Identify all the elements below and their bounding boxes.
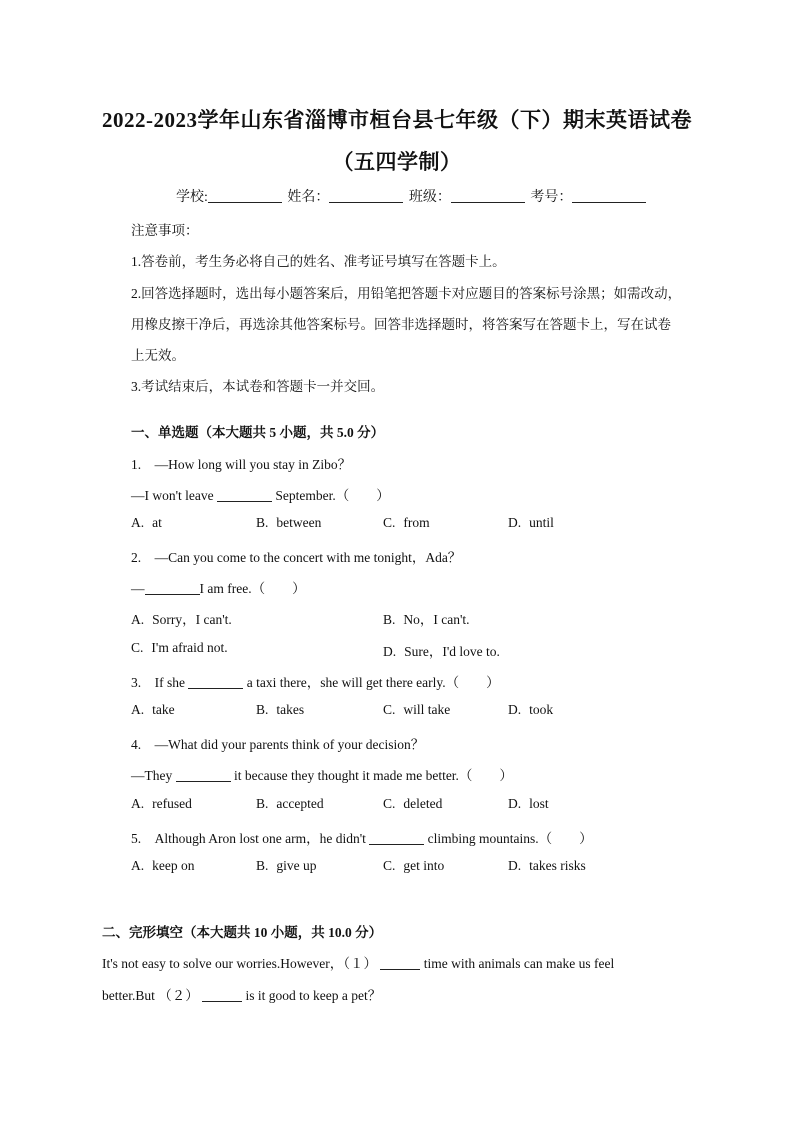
- q2-option-c[interactable]: [131, 640, 228, 656]
- q4-option-a-text: refused: [152, 796, 192, 811]
- q1-option-b-letter: B.: [256, 515, 269, 530]
- q2-option-d-letter: D.: [383, 644, 397, 659]
- q5-option-b-letter: B.: [256, 858, 269, 873]
- q1-option-d-text: until: [529, 515, 554, 530]
- q4-option-d[interactable]: [508, 796, 549, 812]
- q2-option-b-text: No，I can't.: [403, 612, 470, 627]
- q3-option-a-text: take: [152, 702, 175, 717]
- section-2-heading: 二、完形填空（本大题共 10 小题，共 10.0 分）: [102, 925, 383, 940]
- name-label: 姓名：: [287, 190, 330, 205]
- q1-stem-2a: —I won't leave: [131, 488, 214, 503]
- q3-option-b[interactable]: [256, 702, 304, 718]
- q4-answer-blank: [176, 769, 231, 782]
- q5-option-a-letter: A.: [131, 858, 145, 873]
- q5-option-b-text: give up: [276, 858, 317, 873]
- q4-option-a-letter: A.: [131, 796, 145, 811]
- q1-option-c[interactable]: [383, 515, 430, 531]
- q1-option-c-letter: C.: [383, 515, 396, 530]
- q1-option-c-text: from: [403, 515, 430, 530]
- q3-option-b-letter: B.: [256, 702, 269, 717]
- q5-option-a-text: keep on: [152, 858, 195, 873]
- q5-option-a[interactable]: [131, 858, 194, 874]
- q1-answer-blank: [217, 489, 272, 502]
- q5-option-d-letter: D.: [508, 858, 522, 873]
- q3-option-b-text: takes: [276, 702, 305, 717]
- q4-option-b-text: accepted: [276, 796, 324, 811]
- q5-stem-a: 5. Although Aron lost one arm，he didn't: [131, 831, 366, 846]
- school-blank[interactable]: [208, 188, 282, 203]
- name-blank[interactable]: [329, 188, 403, 203]
- q1-option-b[interactable]: [256, 515, 321, 531]
- notice-item-3: 3.考试结束后，本试卷和答题卡一并交回。: [131, 379, 385, 394]
- q2-option-a[interactable]: [131, 608, 232, 628]
- q5-option-c-letter: C.: [383, 858, 396, 873]
- q1-option-b-text: between: [276, 515, 322, 530]
- q2-option-a-letter: A.: [131, 612, 145, 627]
- q4-option-b[interactable]: [256, 796, 324, 812]
- notice-item-1: 1.答卷前，考生务必将自己的姓名、准考证号填写在答题卡上。: [131, 254, 506, 269]
- q4-stem-2b: it because they thought it made me better.（ ）: [234, 768, 513, 783]
- q3-stem-a: 3. If she: [131, 675, 185, 690]
- q2-option-b-letter: B.: [383, 612, 396, 627]
- q3-option-c-text: will take: [403, 702, 451, 717]
- cloze-line-1b: time with animals can make us feel: [423, 956, 615, 971]
- q3-stem-b: a taxi there，she will get there early.（ ）: [246, 675, 500, 690]
- q4-stem: 4. —What did your parents think of your decision？: [131, 737, 425, 752]
- cloze-blank-1: [380, 957, 420, 970]
- q4-option-c-text: deleted: [403, 796, 443, 811]
- q3-option-a[interactable]: [131, 702, 175, 718]
- q3-option-d-text: took: [529, 702, 554, 717]
- q2-stem-2a: —: [131, 581, 145, 596]
- q4-option-c[interactable]: [383, 796, 442, 812]
- cloze-line-2a: better.But （２）: [102, 988, 199, 1003]
- q1-stem-2b: September.（ ）: [275, 488, 390, 503]
- q3-stem: [131, 671, 500, 691]
- q5-answer-blank: [369, 832, 424, 845]
- section-1-heading: 一、单选题（本大题共 5 小题，共 5.0 分）: [131, 425, 385, 440]
- class-label: 班级：: [408, 190, 451, 205]
- q1-stem: 1. —How long will you stay in Zibo？: [131, 457, 352, 472]
- notice-item-2b: 用橡皮擦干净后，再选涂其他答案标号。回答非选择题时，将答案写在答题卡上，写在试卷: [131, 317, 671, 332]
- q2-answer-blank: [145, 582, 200, 595]
- q4-stem-2a: —They: [131, 768, 173, 783]
- cloze-line-2: [102, 984, 381, 1004]
- q1-option-a-text: at: [152, 515, 162, 530]
- q3-option-c-letter: C.: [383, 702, 396, 717]
- q4-option-d-letter: D.: [508, 796, 522, 811]
- q1-option-d-letter: D.: [508, 515, 522, 530]
- q1-stem-2: [131, 484, 390, 504]
- q5-option-d-text: takes risks: [529, 858, 586, 873]
- q4-stem-2: [131, 764, 513, 784]
- q4-option-a[interactable]: [131, 796, 192, 812]
- q5-option-c-text: get into: [403, 858, 445, 873]
- q2-option-a-text: Sorry，I can't.: [152, 612, 232, 627]
- q3-option-d-letter: D.: [508, 702, 522, 717]
- notice-heading: 注意事项：: [131, 223, 199, 238]
- q3-option-d[interactable]: [508, 702, 553, 718]
- q5-stem-b: climbing mountains.（ ）: [427, 831, 593, 846]
- q1-option-a-letter: A.: [131, 515, 145, 530]
- q5-option-c[interactable]: [383, 858, 444, 874]
- q2-option-b[interactable]: [383, 608, 470, 628]
- q4-option-c-letter: C.: [383, 796, 396, 811]
- q5-option-b[interactable]: [256, 858, 317, 874]
- q2-option-c-letter: C.: [131, 640, 144, 655]
- q2-option-d-text: Sure，I'd love to.: [404, 644, 500, 659]
- exam-title: 2022-2023学年山东省淄博市桓台县七年级（下）期末英语试卷: [102, 108, 692, 132]
- q3-answer-blank: [188, 676, 243, 689]
- school-label: 学校:: [176, 190, 208, 205]
- notice-item-2a: 2.回答选择题时，选出每小题答案后，用铅笔把答题卡对应题目的答案标号涂黑；如需改动，: [131, 286, 682, 301]
- cloze-line-1: [102, 952, 614, 972]
- q1-option-a[interactable]: [131, 515, 162, 531]
- q4-option-b-letter: B.: [256, 796, 269, 811]
- cloze-line-2b: is it good to keep a pet？: [245, 988, 382, 1003]
- notice-item-2c: 上无效。: [131, 348, 185, 363]
- q2-stem: 2. —Can you come to the concert with me tonight，Ada？: [131, 550, 462, 565]
- exam-number-blank[interactable]: [572, 188, 646, 203]
- q3-option-a-letter: A.: [131, 702, 145, 717]
- class-blank[interactable]: [451, 188, 525, 203]
- exam-subtitle: （五四学制）: [332, 150, 462, 174]
- q2-option-c-text: I'm afraid not.: [151, 640, 228, 655]
- q2-stem-2: [131, 577, 306, 597]
- q5-option-d[interactable]: [508, 858, 586, 874]
- q2-option-d[interactable]: [383, 640, 500, 660]
- cloze-blank-2: [202, 989, 242, 1002]
- q4-option-d-text: lost: [529, 796, 549, 811]
- q3-option-c[interactable]: [383, 702, 450, 718]
- cloze-line-1a: It's not easy to solve our worries.However，（１）: [102, 956, 378, 971]
- q2-stem-2b: I am free.（ ）: [199, 581, 306, 596]
- q1-option-d[interactable]: [508, 515, 554, 531]
- q5-stem: [131, 827, 593, 847]
- student-info-row: [176, 186, 648, 206]
- exam-number-label: 考号：: [530, 190, 573, 205]
